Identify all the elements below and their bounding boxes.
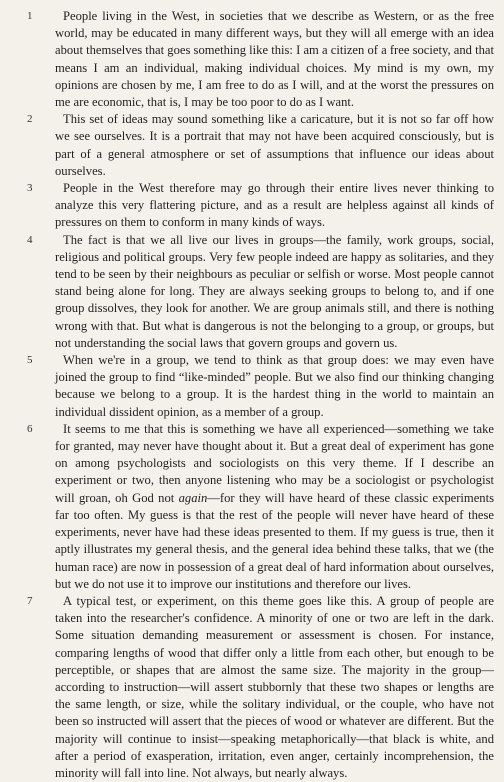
paragraph-5 (0, 352, 504, 421)
paragraph-number: 6 (27, 422, 33, 435)
paragraph-1 (0, 8, 504, 111)
paragraph-number: 5 (27, 354, 33, 367)
paragraph-number: 4 (27, 233, 33, 246)
paragraph-text: It seems to me that this is something we have all experienced—something we take for granted, may never have thought about it. But a great deal of experiment has gone on among psychologists and sociologists on this very theme. If I describe an experiment or two, then anyone listening who may be a sociologist or psychologist will groan, oh God not again—for they will have heard of these classic experiments far too often. My guess is that the rest of the people will never have heard of these experiments, never have had these ideas presented to them. If my guess is true, then it aptly illustrates my general thesis, and the general idea behind these talks, that we (the human race) are now in possession of a great deal of hard information about ourselves, but we do not use it to improve our institutions and therefore our lives. (55, 421, 494, 591)
paragraph-4 (0, 232, 504, 352)
paragraph-6 (0, 421, 504, 593)
paragraph-number: 1 (27, 10, 33, 22)
paragraph-number: 2 (27, 113, 33, 126)
paragraph-text: A typical test, or experiment, on this theme goes like this. A group of people are taken into the researcher's confidence. A minority of one or two are left in the dark. Some situation demanding measurement or assessment is chosen. For instance, comparing lengths of wood that differ only a little from each other, but enough to be perceptible, or shapes that are almost the same size. The majority in the group—according to instruction—will assert stubbornly that these two shapes or lengths are the same length, or size, while the solitary individual, or the couple, who have not been so instructed will assert that the pieces of wood or whatever are different. But the majority will continue to insist—speaking metaphorically—that black is white, and after a period of exasperation, irritation, even anger, certainly incomprehension, the minority will fall into line. Not always, but nearly always. (55, 593, 494, 780)
document-page (0, 8, 504, 782)
paragraph-2 (0, 111, 504, 180)
paragraph-7 (0, 593, 504, 782)
paragraph-text: This set of ideas may sound something like a caricature, but it is not so far off how we see ourselves. It is a portrait that may not have been acquired consciously, but is part of a general atmosphere or set of assumptions that influence our ideas about ourselves. (55, 112, 494, 178)
paragraph-text: When we're in a group, we tend to think as that group does: we may even have joined the group to find “like-minded” people. But we also find our thinking changing because we belong to a group. It is the hardest thing in the world to maintain an individual dissident opinion, as a member of a group. (55, 353, 494, 419)
paragraph-3 (0, 180, 504, 232)
emphasized-word: again (178, 490, 208, 505)
paragraph-text: People in the West therefore may go through their entire lives never thinking to analyze this very flattering picture, and as a result are helpless against all kinds of pressures on them to conform in many kinds of ways. (55, 181, 494, 230)
paragraph-text: The fact is that we all live our lives in groups—the family, work groups, social, religious and political groups. Very few people indeed are happy as solitaries, and they tend to be seen by their neighbours as peculiar or selfish or worse. Most people cannot stand being alone for long. They are always seeking groups to belong to, and if one group dissolves, they look for another. We are group animals still, and there is nothing wrong with that. But what is dangerous is not the belonging to a group, or groups, but not understanding the social laws that govern groups and govern us. (55, 232, 494, 350)
paragraph-text: People living in the West, in societies that we describe as Western, or as the free world, may be educated in many different ways, but they will all emerge with an idea about themselves that goes something like this: I am a citizen of a free society, and that means I am an individual, making individual choices. My mind is my own, my opinions are chosen by me, I am free to do as I will, and at the worst the pressures on me are economic, that is, I may be too poor to do as I want. (55, 9, 494, 110)
paragraph-number: 3 (27, 182, 33, 195)
paragraph-number: 7 (27, 594, 33, 607)
